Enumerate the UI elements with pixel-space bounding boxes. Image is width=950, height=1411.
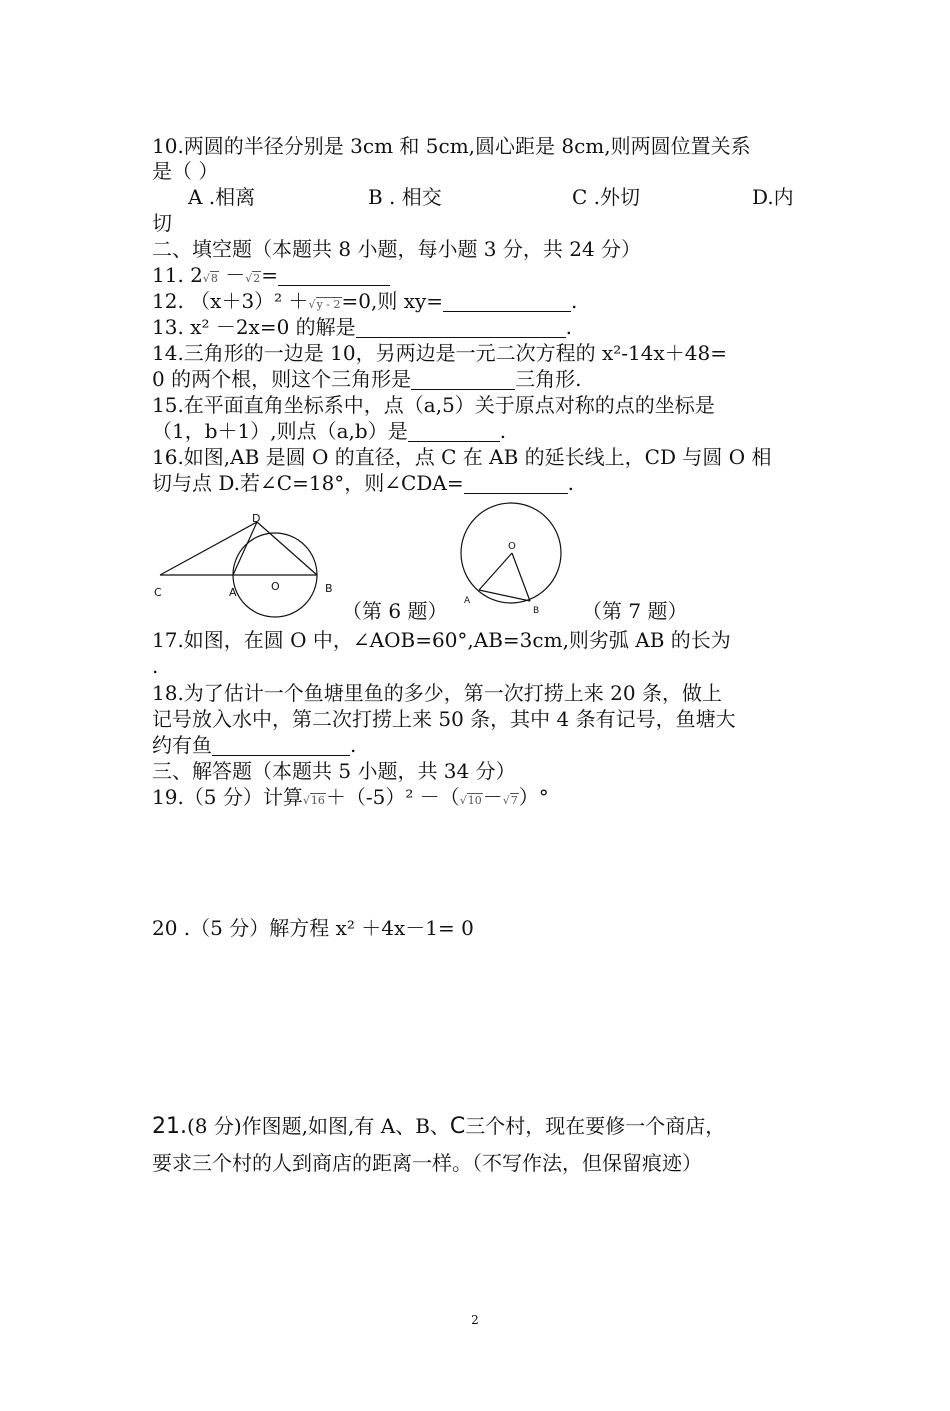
fig7-chord-ab bbox=[479, 590, 530, 601]
q13 bbox=[152, 314, 802, 340]
q18-end: . bbox=[350, 733, 357, 757]
q19 bbox=[152, 784, 802, 814]
fig7-label-o: O bbox=[508, 541, 516, 552]
q13-pre: 13. x² －2x=0 的解是 bbox=[152, 315, 356, 339]
q17-line2: . bbox=[152, 654, 159, 678]
q18-line2: 记号放入水中，第二次打捞上来 50 条，其中 4 条有记号，鱼塘大 bbox=[152, 707, 736, 731]
q19-end: ）° bbox=[518, 785, 549, 809]
q16-line2 bbox=[152, 470, 802, 496]
q18-answer-blank bbox=[212, 737, 350, 756]
q10-option-a: A .相离 bbox=[188, 185, 256, 209]
q12-answer-blank bbox=[443, 293, 571, 312]
q11-num: 11. 2 bbox=[152, 263, 203, 287]
q21-line2: 要求三个村的人到商店的距离一样。（不写作法，但保留痕迹） bbox=[152, 1151, 702, 1175]
q14-answer-blank bbox=[411, 371, 515, 390]
q20: 20 .（5 分）解方程 x² ＋4x－1= 0 bbox=[152, 916, 474, 940]
q16-answer-blank bbox=[464, 475, 568, 494]
q15-end: . bbox=[499, 419, 507, 443]
fig6-label-b: B bbox=[325, 582, 333, 595]
q10-line2: 是（ ） bbox=[152, 159, 219, 183]
q21-line1 bbox=[152, 1111, 802, 1142]
sqrt-16: √16 bbox=[302, 794, 325, 807]
page-number: 2 bbox=[471, 1313, 479, 1327]
sqrt-7: √7 bbox=[502, 794, 518, 807]
q21-text1: (8 分)作图题,如图,有 A、B、 bbox=[187, 1114, 450, 1138]
q19-minus: － bbox=[482, 785, 503, 809]
fig7-radius-oa bbox=[479, 553, 512, 590]
q15-line2 bbox=[152, 418, 802, 444]
fig7-label-a: A bbox=[464, 596, 471, 606]
sqrt-10: √10 bbox=[459, 794, 482, 807]
sqrt-8: √8 bbox=[202, 272, 218, 285]
fig7-radius-ob bbox=[512, 553, 530, 601]
q10-option-c: C .外切 bbox=[572, 185, 641, 209]
figure-7-diagram bbox=[455, 500, 565, 610]
q10-line1: 10.两圆的半径分别是 3cm 和 5cm,圆心距是 8cm,则两圆位置关系 bbox=[152, 134, 751, 158]
fig7-label-b: B bbox=[533, 606, 540, 616]
q17-line1: 17.如图，在圆 O 中，∠AOB=60°,AB=3cm,则劣弧 AB 的长为 bbox=[152, 628, 731, 652]
fig7-caption: （第 7 题） bbox=[582, 599, 688, 623]
q16-line1: 16.如图,AB 是圆 O 的直径，点 C 在 AB 的延长线上，CD 与圆 O 相 bbox=[152, 445, 772, 469]
q12-end: . bbox=[571, 289, 578, 313]
q15-line1: 15.在平面直角坐标系中，点（a,5）关于原点对称的点的坐标是 bbox=[152, 393, 715, 417]
fig6-caption: （第 6 题） bbox=[342, 599, 448, 623]
q16-end: . bbox=[567, 471, 574, 495]
section-2-heading: 二、填空题（本题共 8 小题，每小题 3 分，共 24 分） bbox=[152, 237, 642, 261]
fig6-label-c: C bbox=[154, 586, 162, 599]
q14-post: 三角形. bbox=[515, 367, 582, 391]
q18-line3 bbox=[152, 732, 802, 758]
q21-c: C bbox=[449, 1114, 466, 1139]
q14-pre: 0 的两个根，则这个三角形是 bbox=[152, 367, 412, 391]
q10-line4: 切 bbox=[152, 211, 172, 235]
q18-line1: 18.为了估计一个鱼塘里鱼的多少，第一次打捞上来 20 条，做上 bbox=[152, 681, 722, 705]
q10-option-b: B . 相交 bbox=[368, 185, 442, 209]
q15-pre: （1，b＋1）,则点（a,b）是 bbox=[152, 419, 408, 443]
q13-answer-blank bbox=[356, 319, 566, 338]
sqrt-y-2: √y - 2 bbox=[308, 298, 341, 311]
fig6-line-ad bbox=[233, 522, 257, 575]
section-3-heading: 三、解答题（本题共 5 小题，共 34 分） bbox=[152, 759, 516, 783]
q21-text2: 三个村，现在要修一个商店， bbox=[465, 1114, 726, 1138]
q14-line1: 14.三角形的一边是 10，另两边是一元二次方程的 x²-14x＋48= bbox=[152, 341, 727, 365]
sqrt-2: √2 bbox=[245, 272, 261, 285]
q12-post: =0,则 xy= bbox=[341, 289, 444, 313]
fig6-label-d: D bbox=[252, 512, 261, 525]
fig6-label-a: A bbox=[229, 586, 237, 599]
q19-mid: ＋（-5）² －（ bbox=[325, 785, 460, 809]
q16-pre: 切与点 D.若∠C=18°，则∠CDA= bbox=[152, 471, 464, 495]
q15-answer-blank bbox=[408, 423, 500, 442]
q14-line2 bbox=[152, 366, 802, 392]
fig6-label-o: O bbox=[271, 580, 280, 593]
q18-pre: 约有鱼 bbox=[152, 733, 212, 757]
q12-pre: 12. （x＋3）² ＋ bbox=[152, 289, 309, 313]
fig7-circle bbox=[461, 503, 561, 603]
q11-minus: － bbox=[225, 263, 246, 287]
q13-end: . bbox=[565, 315, 573, 339]
q21-num: 21. bbox=[152, 1114, 187, 1139]
figure-6-diagram bbox=[150, 505, 350, 620]
q11-eq: = bbox=[261, 263, 279, 287]
q19-pre: 19.（5 分）计算 bbox=[152, 785, 303, 809]
q11-answer-blank bbox=[278, 267, 390, 286]
q10-option-d: D.内 bbox=[752, 185, 794, 209]
